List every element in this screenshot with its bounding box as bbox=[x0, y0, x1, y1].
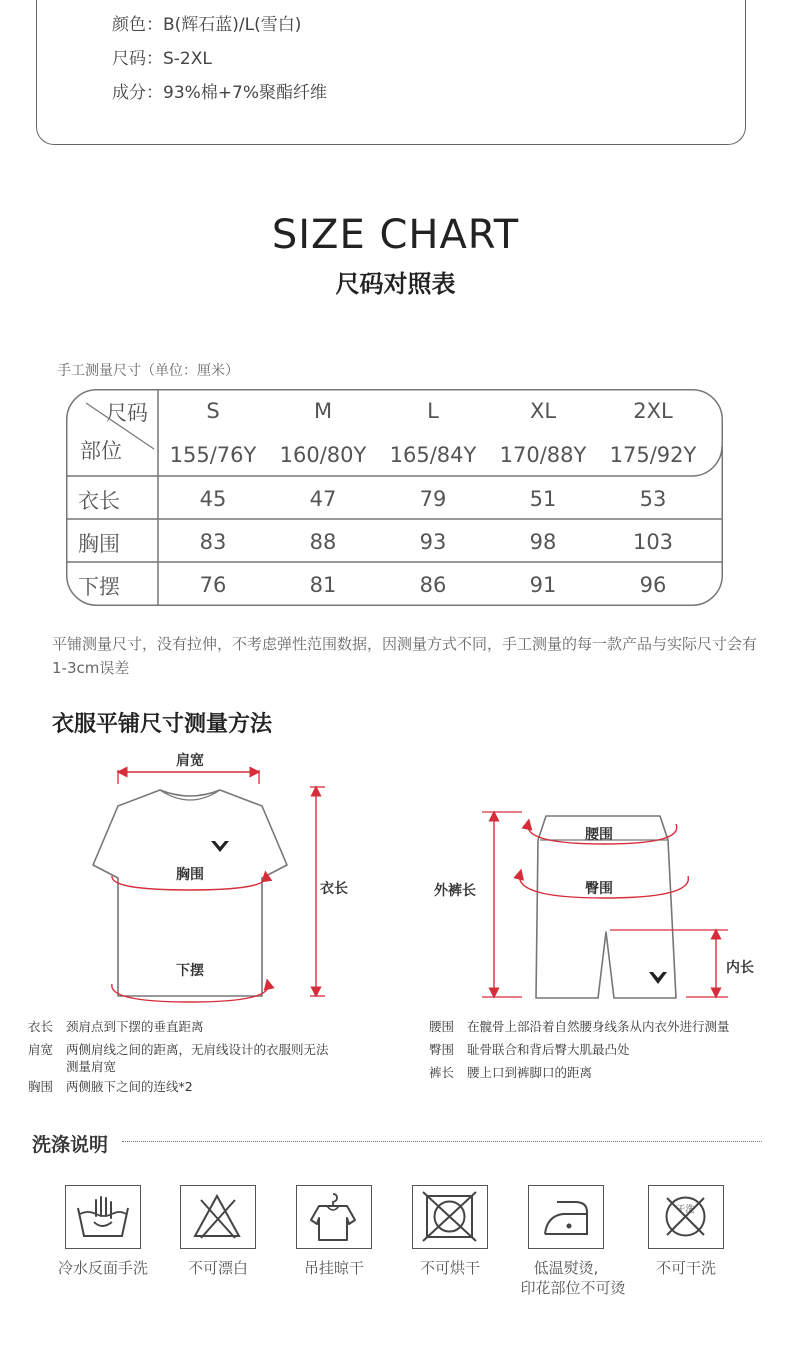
desc-value: 腰上口到裤脚口的距离 bbox=[467, 1065, 593, 1080]
wash-divider bbox=[122, 1141, 762, 1142]
size-header-xl: XL bbox=[529, 399, 557, 423]
table-cell: 98 bbox=[529, 530, 557, 554]
desc-key: 胸围 bbox=[28, 1079, 54, 1094]
table-cell: 103 bbox=[632, 530, 674, 554]
size-header-2xl: 2XL bbox=[633, 399, 673, 423]
desc-key: 裤长 bbox=[429, 1065, 455, 1080]
desc-key: 腰围 bbox=[429, 1019, 455, 1034]
hang-dry-icon bbox=[296, 1185, 372, 1249]
table-cell: 88 bbox=[309, 530, 337, 554]
desc-value: 两侧腋下之间的连线*2 bbox=[66, 1079, 193, 1094]
label-length: 衣长 bbox=[320, 881, 348, 897]
table-cell: 83 bbox=[199, 530, 227, 554]
desc-key: 肩宽 bbox=[28, 1042, 54, 1057]
table-cell: 45 bbox=[199, 487, 227, 511]
size-header-s: S bbox=[206, 399, 220, 423]
size-chart-title: SIZE CHART bbox=[271, 212, 520, 258]
height-xl: 170/88Y bbox=[499, 443, 587, 467]
corner-size-label: 尺码 bbox=[106, 401, 148, 425]
table-cell: 81 bbox=[309, 573, 337, 597]
shirt-desc-length bbox=[28, 1018, 204, 1035]
shorts-logo-icon bbox=[649, 972, 667, 984]
care-label-no-bleach: 不可漂白 bbox=[187, 1259, 248, 1277]
size-chart-subtitle: 尺码对照表 bbox=[335, 270, 456, 298]
table-cell: 53 bbox=[639, 487, 667, 511]
info-material: 成分：93%棉+7%聚酯纤维 bbox=[112, 83, 327, 103]
measurement-diagram bbox=[0, 740, 791, 1010]
info-color: 颜色：B(辉石蓝)/L(雪白) bbox=[112, 15, 302, 35]
label-outseam: 外裤长 bbox=[434, 883, 476, 899]
height-s: 155/76Y bbox=[169, 443, 257, 467]
desc-value: 测量肩宽 bbox=[66, 1059, 117, 1074]
table-cell: 86 bbox=[419, 573, 447, 597]
desc-value: 两侧肩线之间的距离，无肩线设计的衣服则无法 bbox=[66, 1042, 329, 1057]
size-header-l: L bbox=[427, 399, 439, 423]
label-hip: 臀围 bbox=[585, 881, 613, 897]
label-inseam: 内长 bbox=[726, 960, 754, 976]
logo-icon bbox=[211, 841, 229, 852]
table-cell: 91 bbox=[529, 573, 557, 597]
size-table bbox=[66, 389, 723, 606]
row-label-length: 衣长 bbox=[78, 489, 120, 513]
shirt-desc-chest bbox=[28, 1078, 193, 1095]
dry-clean-glyph: 干洗 bbox=[676, 1205, 695, 1215]
row-label-hem: 下摆 bbox=[78, 575, 120, 599]
table-cell: 51 bbox=[529, 487, 557, 511]
desc-value: 颈肩点到下摆的垂直距离 bbox=[66, 1019, 204, 1034]
label-chest: 胸围 bbox=[176, 867, 204, 883]
height-l: 165/84Y bbox=[389, 443, 477, 467]
care-label-low-iron: 低温熨烫, bbox=[533, 1259, 599, 1277]
shorts-desc-length bbox=[429, 1064, 592, 1081]
desc-key: 臀围 bbox=[429, 1042, 455, 1057]
wash-title: 洗涤说明 bbox=[32, 1134, 109, 1156]
no-bleach-icon bbox=[180, 1185, 256, 1249]
low-iron-icon bbox=[528, 1185, 604, 1249]
info-size: 尺码：S-2XL bbox=[112, 49, 212, 69]
label-waist: 腰围 bbox=[585, 827, 613, 843]
shirt-desc-shoulder-cont bbox=[28, 1058, 116, 1075]
hand-wash-icon bbox=[65, 1185, 141, 1249]
desc-value: 在髋骨上部沿着自然腰身线条从内衣外进行测量 bbox=[467, 1019, 730, 1034]
shorts-desc-hip bbox=[429, 1041, 630, 1058]
height-2xl: 175/92Y bbox=[609, 443, 697, 467]
shorts-desc-waist bbox=[429, 1018, 730, 1035]
row-label-chest: 胸围 bbox=[78, 532, 120, 556]
unit-note: 手工测量尺寸（单位：厘米） bbox=[57, 363, 239, 379]
desc-value: 耻骨联合和背后臀大肌最凸处 bbox=[467, 1042, 630, 1057]
no-tumble-dry-icon bbox=[412, 1185, 488, 1249]
shirt-desc-shoulder bbox=[28, 1041, 329, 1058]
care-label-no-dry-clean: 不可干洗 bbox=[655, 1259, 716, 1277]
no-dry-clean-icon bbox=[648, 1185, 724, 1249]
label-shoulder: 肩宽 bbox=[176, 753, 204, 769]
desc-key: 衣长 bbox=[28, 1019, 54, 1034]
height-m: 160/80Y bbox=[279, 443, 367, 467]
care-label-no-tumble: 不可烘干 bbox=[419, 1259, 480, 1277]
care-label-low-iron-extra: 印花部位不可烫 bbox=[520, 1279, 626, 1297]
method-title: 衣服平铺尺寸测量方法 bbox=[52, 712, 273, 737]
care-label-hang-dry: 吊挂晾干 bbox=[303, 1259, 364, 1277]
corner-part-label: 部位 bbox=[80, 439, 122, 463]
care-label-hand-wash: 冷水反面手洗 bbox=[57, 1259, 148, 1277]
table-cell: 93 bbox=[419, 530, 447, 554]
measurement-disclaimer: 平铺测量尺寸，没有拉伸，不考虑弹性范围数据，因测量方式不同，手工测量的每一款产品与实际尺寸会有1-3cm误差 bbox=[52, 635, 758, 677]
table-cell: 47 bbox=[309, 487, 337, 511]
table-cell: 79 bbox=[419, 487, 447, 511]
label-hem: 下摆 bbox=[176, 963, 204, 979]
table-cell: 96 bbox=[639, 573, 667, 597]
size-header-m: M bbox=[313, 399, 333, 423]
table-cell: 76 bbox=[199, 573, 227, 597]
